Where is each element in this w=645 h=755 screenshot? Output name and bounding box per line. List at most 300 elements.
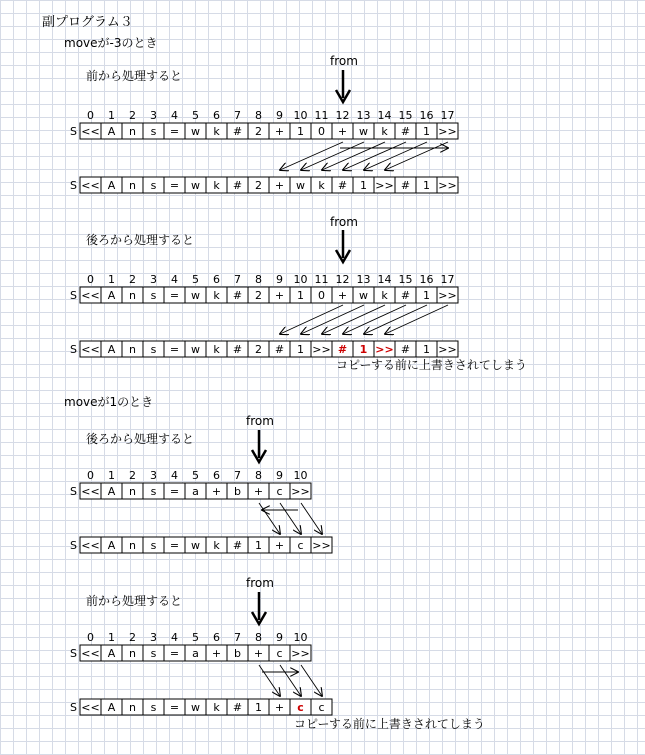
- cell-value: n: [129, 701, 136, 714]
- from-label-3: from: [246, 414, 274, 428]
- copy-arrows-case1-back: [280, 305, 448, 334]
- cell-value: <<: [81, 125, 100, 138]
- cell-value: 1: [423, 289, 430, 302]
- cell-value: n: [129, 125, 136, 138]
- row-label: S: [70, 647, 77, 660]
- cell-value: <<: [81, 179, 100, 192]
- cell-value: k: [213, 179, 220, 192]
- cell-value: s: [150, 179, 157, 192]
- cell-value: k: [213, 343, 220, 356]
- index-label: 17: [440, 273, 455, 286]
- index-label: 5: [192, 469, 199, 482]
- array-cell: [437, 177, 458, 193]
- array-cell: [101, 287, 122, 303]
- cell-value: n: [129, 343, 136, 356]
- cell-value: s: [150, 485, 157, 498]
- from-label-1: from: [330, 54, 358, 68]
- cell-value: c: [297, 701, 304, 714]
- index-label: 8: [255, 631, 262, 644]
- array-cell: [269, 123, 290, 139]
- array-cell: [227, 537, 248, 553]
- from-arrow-4: [252, 592, 266, 624]
- cell-value: +: [337, 289, 348, 302]
- index-label: 6: [213, 631, 220, 644]
- copy-arrows-case1-front: [280, 142, 448, 170]
- cell-value: s: [150, 539, 157, 552]
- cell-value: =: [169, 647, 180, 660]
- array-cell: [311, 537, 332, 553]
- array-cell: [311, 699, 332, 715]
- index-label: 10: [293, 631, 308, 644]
- cell-value: w: [191, 289, 200, 302]
- row-label: S: [70, 343, 77, 356]
- index-label: 8: [255, 273, 262, 286]
- array-cell: [353, 177, 374, 193]
- row-label: S: [70, 485, 77, 498]
- cell-value: >>: [312, 539, 331, 552]
- index-label: 1: [108, 109, 115, 122]
- array-cell: [80, 645, 101, 661]
- index-label: 5: [192, 109, 199, 122]
- index-label: 13: [356, 109, 371, 122]
- array-cell: [437, 341, 458, 357]
- array-cell: [248, 177, 269, 193]
- cell-value: a: [192, 647, 199, 660]
- array-cell: [227, 341, 248, 357]
- cell-value: k: [213, 289, 220, 302]
- cell-value: +: [211, 485, 222, 498]
- array-cell: [269, 537, 290, 553]
- index-label: 11: [314, 109, 329, 122]
- cell-value: A: [107, 289, 116, 302]
- cell-value: =: [169, 539, 180, 552]
- cell-value: k: [318, 179, 325, 192]
- cell-value: k: [381, 289, 388, 302]
- index-label: 16: [419, 273, 434, 286]
- cell-value: c: [276, 647, 283, 660]
- array-cell: [290, 287, 311, 303]
- array-cell: [248, 699, 269, 715]
- array-cell: [185, 537, 206, 553]
- array-cell: [143, 287, 164, 303]
- cell-value: #: [232, 179, 243, 192]
- array-cell: [122, 645, 143, 661]
- array-cell: [122, 177, 143, 193]
- index-label: 10: [293, 273, 308, 286]
- array-cell: [164, 645, 185, 661]
- index-label: 14: [377, 109, 392, 122]
- cell-value: w: [191, 343, 200, 356]
- case1-back-label: 後ろから処理すると: [86, 233, 195, 247]
- index-label: 4: [171, 469, 178, 482]
- array-cell: [269, 341, 290, 357]
- array-cell: [248, 341, 269, 357]
- cell-value: >>: [438, 125, 457, 138]
- cell-value: n: [129, 539, 136, 552]
- array-cell: [248, 123, 269, 139]
- cell-value: +: [253, 485, 264, 498]
- case2-heading: moveが1のとき: [64, 395, 154, 409]
- copy-arrows-case2-front: [259, 665, 322, 696]
- cell-value: w: [191, 539, 200, 552]
- array-cell: [164, 177, 185, 193]
- array-cell: [101, 341, 122, 357]
- cell-value: >>: [291, 647, 310, 660]
- index-label: 2: [129, 469, 136, 482]
- case2-front-label: 前から処理すると: [86, 594, 183, 608]
- cell-value: 2: [255, 343, 262, 356]
- cell-value: 2: [255, 125, 262, 138]
- array-cell: [164, 699, 185, 715]
- cell-value: A: [107, 485, 116, 498]
- cell-value: w: [191, 179, 200, 192]
- index-label: 2: [129, 631, 136, 644]
- array-cell: [269, 483, 290, 499]
- cell-value: w: [191, 125, 200, 138]
- cell-value: 1: [255, 539, 262, 552]
- array-cell: [101, 699, 122, 715]
- cell-value: w: [359, 289, 368, 302]
- array-cell: [374, 287, 395, 303]
- cell-value: >>: [438, 343, 457, 356]
- cell-value: +: [337, 125, 348, 138]
- array-cell: [290, 123, 311, 139]
- index-label: 1: [108, 273, 115, 286]
- index-label: 14: [377, 273, 392, 286]
- cell-value: 1: [297, 343, 304, 356]
- index-label: 4: [171, 273, 178, 286]
- cell-value: c: [318, 701, 325, 714]
- index-label: 0: [87, 469, 94, 482]
- index-label: 6: [213, 109, 220, 122]
- array-cell: [374, 123, 395, 139]
- cell-value: 0: [318, 289, 325, 302]
- cell-value: A: [107, 701, 116, 714]
- from-label-4: from: [246, 576, 274, 590]
- array-cell: [164, 341, 185, 357]
- array-cell: [332, 123, 353, 139]
- array-cell: [206, 123, 227, 139]
- array-cell: [332, 287, 353, 303]
- string-row-r4: [70, 341, 458, 357]
- index-label: 7: [234, 273, 241, 286]
- case1-front-label: 前から処理すると: [86, 69, 183, 83]
- array-cell: [332, 341, 353, 357]
- cell-value: 1: [423, 179, 430, 192]
- index-label: 12: [335, 109, 350, 122]
- case2-back-label: 後ろから処理すると: [86, 432, 195, 446]
- cell-value: =: [169, 701, 180, 714]
- array-cell: [206, 177, 227, 193]
- cell-value: n: [129, 289, 136, 302]
- array-cell: [185, 341, 206, 357]
- cell-value: <<: [81, 539, 100, 552]
- array-cell: [227, 483, 248, 499]
- array-cell: [185, 645, 206, 661]
- cell-value: 1: [360, 179, 367, 192]
- row-label: S: [70, 179, 77, 192]
- array-cell: [353, 287, 374, 303]
- from-arrow-2: [336, 230, 350, 262]
- array-cell: [332, 177, 353, 193]
- cell-value: b: [234, 485, 241, 498]
- cell-value: A: [107, 343, 116, 356]
- array-cell: [143, 537, 164, 553]
- cell-value: A: [107, 647, 116, 660]
- cell-value: #: [232, 343, 243, 356]
- from-label-2: from: [330, 215, 358, 229]
- cell-value: #: [274, 343, 285, 356]
- index-label: 9: [276, 469, 283, 482]
- array-cell: [227, 645, 248, 661]
- array-cell: [206, 483, 227, 499]
- cell-value: n: [129, 179, 136, 192]
- array-cell: [416, 177, 437, 193]
- array-cell: [101, 123, 122, 139]
- array-cell: [101, 483, 122, 499]
- array-cell: [227, 123, 248, 139]
- index-label: 9: [276, 631, 283, 644]
- array-cell: [122, 287, 143, 303]
- row-label: S: [70, 289, 77, 302]
- array-cell: [290, 483, 311, 499]
- cell-value: k: [213, 125, 220, 138]
- cell-value: s: [150, 289, 157, 302]
- array-cell: [395, 341, 416, 357]
- array-cell: [143, 645, 164, 661]
- array-cell: [248, 537, 269, 553]
- cell-value: 1: [423, 343, 430, 356]
- index-label: 16: [419, 109, 434, 122]
- index-label: 0: [87, 273, 94, 286]
- cell-value: <<: [81, 343, 100, 356]
- array-cell: [395, 177, 416, 193]
- cell-value: <<: [81, 289, 100, 302]
- array-cell: [437, 123, 458, 139]
- cell-value: n: [129, 485, 136, 498]
- array-cell: [80, 287, 101, 303]
- array-cell: [80, 537, 101, 553]
- index-label: 17: [440, 109, 455, 122]
- array-cell: [290, 699, 311, 715]
- case1-heading: moveが-3のとき: [64, 36, 158, 50]
- array-cell: [353, 123, 374, 139]
- array-cell: [416, 123, 437, 139]
- array-cell: [395, 287, 416, 303]
- row-label: S: [70, 125, 77, 138]
- cell-value: +: [211, 647, 222, 660]
- index-label: 10: [293, 469, 308, 482]
- cell-value: >>: [438, 289, 457, 302]
- index-label: 4: [171, 631, 178, 644]
- array-cell: [374, 177, 395, 193]
- array-cell: [80, 483, 101, 499]
- index-label: 5: [192, 273, 199, 286]
- array-cell: [227, 287, 248, 303]
- array-cell: [122, 699, 143, 715]
- cell-value: >>: [375, 179, 394, 192]
- cell-value: >>: [312, 343, 331, 356]
- array-cell: [416, 341, 437, 357]
- cell-value: s: [150, 125, 157, 138]
- array-cell: [185, 177, 206, 193]
- array-cell: [185, 123, 206, 139]
- array-cell: [122, 341, 143, 357]
- cell-value: s: [150, 343, 157, 356]
- cell-value: k: [213, 701, 220, 714]
- array-cell: [164, 483, 185, 499]
- cell-value: +: [274, 289, 285, 302]
- string-row-r5: [70, 469, 311, 499]
- array-cell: [185, 699, 206, 715]
- cell-value: 1: [255, 701, 262, 714]
- cell-value: +: [274, 701, 285, 714]
- array-cell: [80, 123, 101, 139]
- cell-value: k: [213, 539, 220, 552]
- cell-value: #: [337, 179, 348, 192]
- index-label: 0: [87, 109, 94, 122]
- index-label: 2: [129, 273, 136, 286]
- array-cell: [80, 341, 101, 357]
- cell-value: c: [297, 539, 304, 552]
- overwrite-note-2: コピーする前に上書きされてしまう: [294, 717, 485, 731]
- array-cell: [311, 287, 332, 303]
- cell-value: >>: [375, 343, 394, 356]
- index-label: 6: [213, 273, 220, 286]
- array-cell: [185, 287, 206, 303]
- array-cell: [374, 341, 395, 357]
- cell-value: a: [192, 485, 199, 498]
- cell-value: >>: [438, 179, 457, 192]
- array-cell: [206, 287, 227, 303]
- index-label: 13: [356, 273, 371, 286]
- index-label: 2: [129, 109, 136, 122]
- cell-value: +: [274, 179, 285, 192]
- array-cell: [248, 645, 269, 661]
- cell-value: w: [359, 125, 368, 138]
- string-row-r8: [70, 699, 332, 715]
- cell-value: 1: [297, 125, 304, 138]
- array-cell: [143, 123, 164, 139]
- cell-value: c: [276, 485, 283, 498]
- cell-value: b: [234, 647, 241, 660]
- index-label: 1: [108, 469, 115, 482]
- cell-value: #: [232, 539, 243, 552]
- array-cell: [437, 287, 458, 303]
- array-cell: [269, 177, 290, 193]
- array-cell: [311, 341, 332, 357]
- array-cell: [416, 287, 437, 303]
- string-row-r3: [70, 273, 458, 303]
- index-label: 12: [335, 273, 350, 286]
- array-cell: [395, 123, 416, 139]
- array-cell: [269, 287, 290, 303]
- array-cell: [80, 699, 101, 715]
- cell-value: +: [274, 125, 285, 138]
- cell-value: #: [232, 125, 243, 138]
- string-row-r1: [70, 109, 458, 139]
- index-label: 10: [293, 109, 308, 122]
- index-label: 6: [213, 469, 220, 482]
- cell-value: <<: [81, 701, 100, 714]
- cell-value: s: [150, 647, 157, 660]
- cell-value: 2: [255, 289, 262, 302]
- cell-value: 0: [318, 125, 325, 138]
- array-cell: [143, 483, 164, 499]
- index-label: 7: [234, 109, 241, 122]
- index-label: 9: [276, 109, 283, 122]
- string-row-r7: [70, 631, 311, 661]
- index-label: 1: [108, 631, 115, 644]
- array-cell: [290, 341, 311, 357]
- array-cell: [122, 537, 143, 553]
- cell-value: #: [337, 343, 348, 356]
- index-label: 0: [87, 631, 94, 644]
- array-cell: [206, 341, 227, 357]
- array-cell: [248, 483, 269, 499]
- array-cell: [290, 645, 311, 661]
- cell-value: A: [107, 125, 116, 138]
- cell-value: +: [253, 647, 264, 660]
- cell-value: #: [400, 179, 411, 192]
- cell-value: <<: [81, 647, 100, 660]
- array-cell: [227, 177, 248, 193]
- array-cell: [122, 123, 143, 139]
- array-cell: [206, 645, 227, 661]
- row-label: S: [70, 539, 77, 552]
- array-cell: [122, 483, 143, 499]
- cell-value: =: [169, 343, 180, 356]
- cell-value: 2: [255, 179, 262, 192]
- array-cell: [164, 537, 185, 553]
- index-label: 8: [255, 109, 262, 122]
- index-label: 7: [234, 469, 241, 482]
- string-row-r2: [70, 177, 458, 193]
- array-cell: [164, 287, 185, 303]
- array-cell: [143, 699, 164, 715]
- cell-value: k: [381, 125, 388, 138]
- array-cell: [80, 177, 101, 193]
- index-label: 3: [150, 631, 157, 644]
- copy-arrows-case2-back: [259, 503, 322, 534]
- array-cell: [101, 177, 122, 193]
- cell-value: 1: [297, 289, 304, 302]
- array-cell: [290, 537, 311, 553]
- index-label: 8: [255, 469, 262, 482]
- cell-value: n: [129, 647, 136, 660]
- cell-value: A: [107, 539, 116, 552]
- index-label: 5: [192, 631, 199, 644]
- cell-value: A: [107, 179, 116, 192]
- overwrite-note-1: コピーする前に上書きされてしまう: [336, 358, 527, 372]
- array-cell: [143, 341, 164, 357]
- array-cell: [269, 645, 290, 661]
- cell-value: <<: [81, 485, 100, 498]
- index-label: 3: [150, 469, 157, 482]
- cell-value: 1: [423, 125, 430, 138]
- index-label: 9: [276, 273, 283, 286]
- cell-value: +: [274, 539, 285, 552]
- cell-value: #: [400, 289, 411, 302]
- array-cell: [353, 341, 374, 357]
- from-arrow-1: [336, 70, 350, 102]
- from-arrow-3: [252, 430, 266, 462]
- array-cell: [164, 123, 185, 139]
- array-cell: [227, 699, 248, 715]
- cell-value: s: [150, 701, 157, 714]
- index-label: 11: [314, 273, 329, 286]
- cell-value: =: [169, 179, 180, 192]
